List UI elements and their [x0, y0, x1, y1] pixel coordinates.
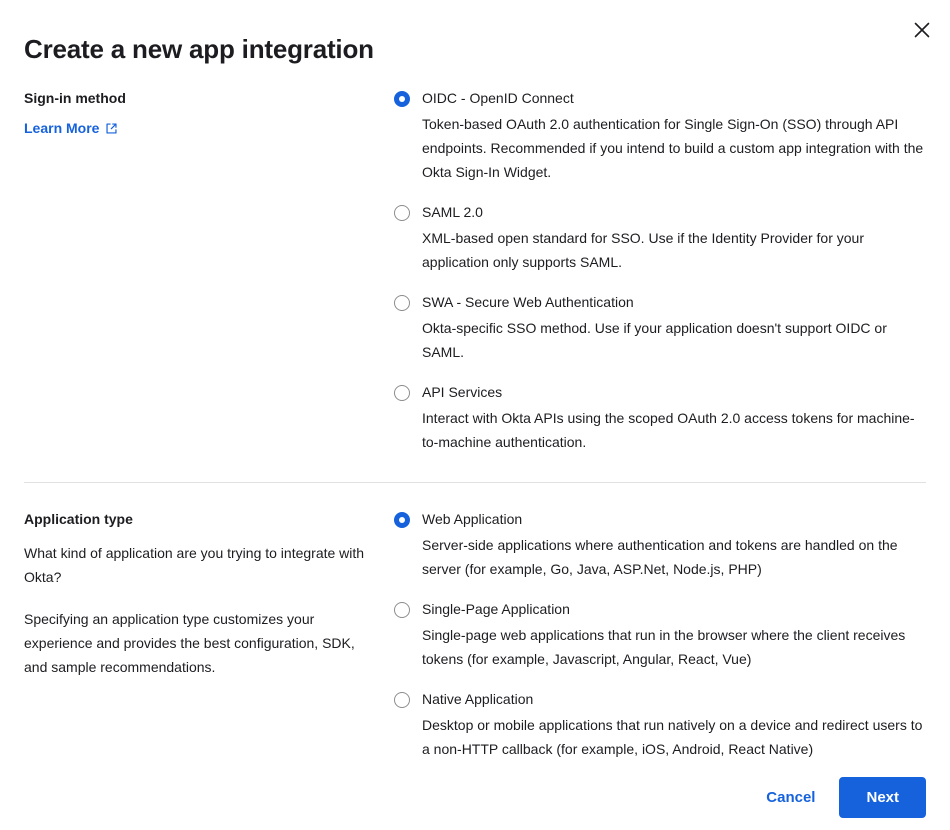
external-link-icon	[105, 122, 118, 135]
signin-option-api-services-text	[422, 382, 926, 454]
app-type-option-web-text	[422, 509, 926, 581]
signin-option-saml-title[interactable]: SAML 2.0	[422, 204, 483, 220]
radio-api-services[interactable]	[394, 385, 410, 401]
signin-option-saml[interactable]	[394, 202, 926, 274]
radio-web-application[interactable]	[394, 512, 410, 528]
radio-swa[interactable]	[394, 295, 410, 311]
app-type-option-native-desc: Desktop or mobile applications that run natively on a device and redirect users to a non-HTTP callback (for example, iOS, Android, React Native)	[422, 717, 923, 757]
learn-more-link[interactable]	[24, 120, 118, 136]
application-type-left-column	[24, 509, 394, 761]
signin-option-oidc-title[interactable]: OIDC - OpenID Connect	[422, 90, 574, 106]
signin-option-oidc[interactable]	[394, 88, 926, 184]
app-type-option-spa-text	[422, 599, 926, 671]
radio-native-application[interactable]	[394, 692, 410, 708]
application-type-description-1: What kind of application are you trying to integrate with Okta?	[24, 545, 365, 585]
close-icon	[914, 22, 930, 38]
next-button[interactable]: Next	[839, 777, 926, 818]
signin-option-saml-desc: XML-based open standard for SSO. Use if the Identity Provider for your application only supports SAML.	[422, 230, 864, 270]
radio-single-page-application[interactable]	[394, 602, 410, 618]
application-type-description-2: Specifying an application type customizes your experience and provides the best configuration, SDK, and sample recommendations.	[24, 611, 355, 675]
application-type-options	[394, 509, 926, 761]
signin-option-api-services-desc: Interact with Okta APIs using the scoped OAuth 2.0 access tokens for machine-to-machine authentication.	[422, 410, 915, 450]
signin-method-section	[0, 66, 950, 454]
app-type-option-web-title[interactable]: Web Application	[422, 511, 523, 527]
app-type-option-web-desc: Server-side applications where authentication and tokens are handled on the server (for example, Go, Java, ASP.Net, Node.js, PHP)	[422, 537, 898, 577]
signin-option-api-services-title[interactable]: API Services	[422, 384, 503, 400]
application-type-section	[0, 483, 950, 761]
learn-more-label: Learn More	[24, 120, 100, 136]
signin-option-swa-desc: Okta-specific SSO method. Use if your application doesn't support OIDC or SAML.	[422, 320, 887, 360]
app-type-option-native-text	[422, 689, 926, 761]
signin-method-label: Sign-in method	[24, 90, 126, 106]
signin-method-left-column	[24, 88, 394, 454]
page-title: Create a new app integration	[24, 34, 374, 64]
signin-method-options	[394, 88, 926, 454]
signin-option-swa-title[interactable]: SWA - Secure Web Authentication	[422, 294, 634, 310]
radio-saml[interactable]	[394, 205, 410, 221]
signin-option-swa-text	[422, 292, 926, 364]
signin-option-oidc-text	[422, 88, 926, 184]
cancel-button[interactable]: Cancel	[752, 779, 829, 816]
app-type-option-web[interactable]	[394, 509, 926, 581]
application-type-radio-group	[394, 509, 926, 761]
app-type-option-native[interactable]	[394, 689, 926, 761]
close-dialog-button[interactable]	[908, 16, 936, 44]
app-type-option-spa-desc: Single-page web applications that run in the browser where the client receives tokens (for example, Javascript, Angular, React, Vue)	[422, 627, 906, 667]
signin-option-swa[interactable]	[394, 292, 926, 364]
signin-option-oidc-desc: Token-based OAuth 2.0 authentication for Single Sign-On (SSO) through API endpoints. Recommended if you intend to build a custom app integration with the Okta Sign-In Widget.	[422, 116, 924, 180]
application-type-label: Application type	[24, 511, 133, 527]
app-type-option-native-title[interactable]: Native Application	[422, 691, 534, 707]
dialog-footer	[0, 764, 950, 830]
signin-option-saml-text	[422, 202, 926, 274]
app-type-option-spa[interactable]	[394, 599, 926, 671]
radio-oidc[interactable]	[394, 91, 410, 107]
app-type-option-spa-title[interactable]: Single-Page Application	[422, 601, 570, 617]
signin-method-radio-group	[394, 88, 926, 454]
signin-option-api-services[interactable]	[394, 382, 926, 454]
